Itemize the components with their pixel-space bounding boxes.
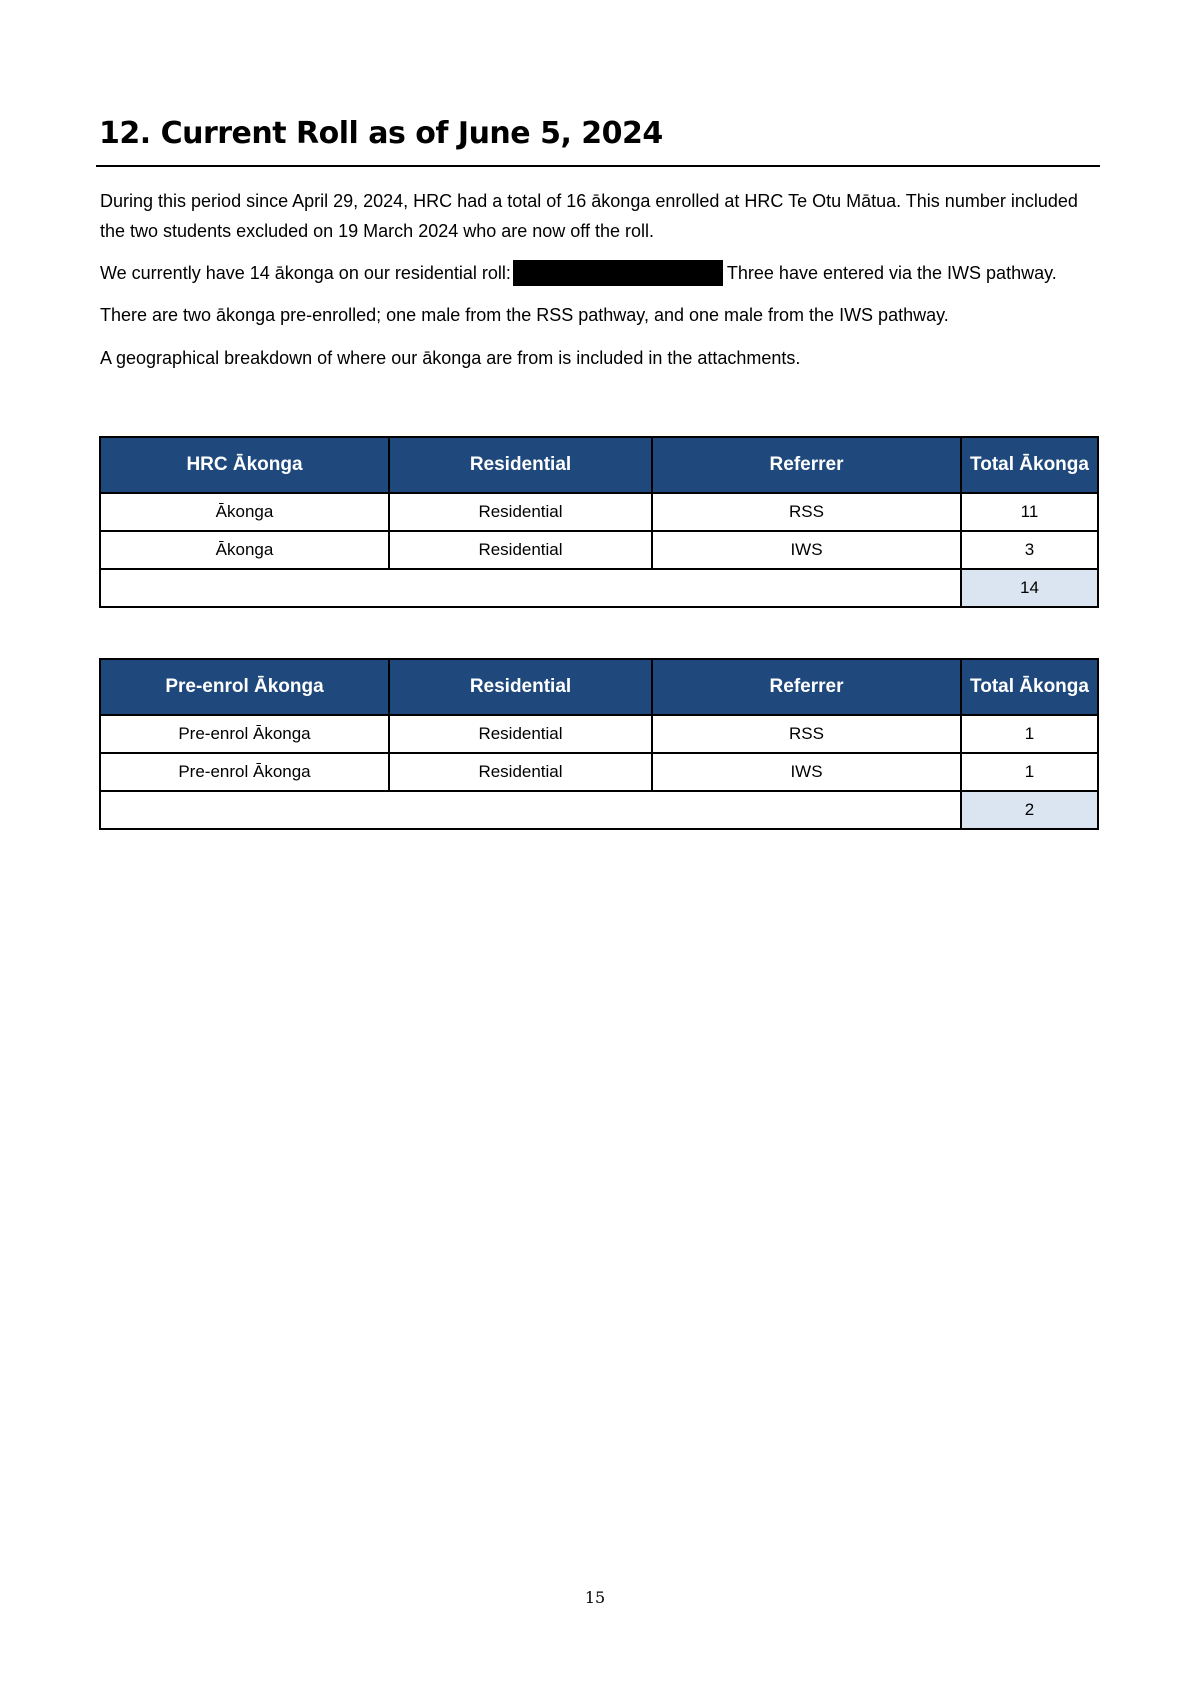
cell-residential: Residential <box>389 715 652 753</box>
hrc-akonga-table <box>99 436 1099 608</box>
paragraph-pre-enrolled: There are two ākonga pre-enrolled; one male from the RSS pathway, and one male from the IWS pathway. <box>100 305 949 325</box>
total-row-spacer <box>100 569 961 607</box>
page-number: 15 <box>584 1588 606 1607</box>
table-header-row <box>100 437 1098 493</box>
header-hrc-akonga: HRC Ākonga <box>100 437 389 493</box>
table-row <box>100 753 1098 791</box>
cell-referrer: RSS <box>652 715 961 753</box>
cell-residential: Residential <box>389 531 652 569</box>
table-header-row <box>100 659 1098 715</box>
cell-total: 1 <box>961 715 1098 753</box>
table-total-row <box>100 791 1098 829</box>
table-row <box>100 531 1098 569</box>
total-row-spacer <box>100 791 961 829</box>
cell-total: 1 <box>961 753 1098 791</box>
cell-total: 11 <box>961 493 1098 531</box>
grand-total-cell: 14 <box>961 569 1098 607</box>
table-row <box>100 493 1098 531</box>
section-heading: 12. Current Roll as of June 5, 2024 <box>99 116 663 151</box>
table-row <box>100 715 1098 753</box>
header-pre-enrol-akonga: Pre-enrol Ākonga <box>100 659 389 715</box>
header-total-akonga: Total Ākonga <box>961 659 1098 715</box>
cell-akonga: Pre-enrol Ākonga <box>100 753 389 791</box>
grand-total-cell: 2 <box>961 791 1098 829</box>
heading-divider <box>96 165 1100 167</box>
header-total-akonga: Total Ākonga <box>961 437 1098 493</box>
cell-akonga: Ākonga <box>100 531 389 569</box>
pre-enrol-akonga-table <box>99 658 1099 830</box>
paragraph-geographical-breakdown: A geographical breakdown of where our ākonga are from is included in the attachments. <box>100 348 801 368</box>
residential-roll-text: We currently have 14 ākonga on our residential roll: <box>100 263 511 283</box>
header-referrer: Referrer <box>652 659 961 715</box>
cell-referrer: RSS <box>652 493 961 531</box>
header-referrer: Referrer <box>652 437 961 493</box>
cell-residential: Residential <box>389 753 652 791</box>
header-residential: Residential <box>389 437 652 493</box>
header-residential: Residential <box>389 659 652 715</box>
iws-pathway-text: Three have entered via the IWS pathway. <box>726 263 1057 283</box>
cell-akonga: Ākonga <box>100 493 389 531</box>
cell-referrer: IWS <box>652 531 961 569</box>
paragraph-enrolment-summary: During this period since April 29, 2024, HRC had a total of 16 ākonga enrolled at HRC Te Otu Mātua. This number included the two students excluded on 19 March 2024 who are now off the roll. <box>100 191 1078 241</box>
cell-residential: Residential <box>389 493 652 531</box>
cell-total: 3 <box>961 531 1098 569</box>
cell-akonga: Pre-enrol Ākonga <box>100 715 389 753</box>
cell-referrer: IWS <box>652 753 961 791</box>
table-total-row <box>100 569 1098 607</box>
paragraph-residential-roll <box>100 258 1100 288</box>
redaction-block <box>513 260 723 286</box>
